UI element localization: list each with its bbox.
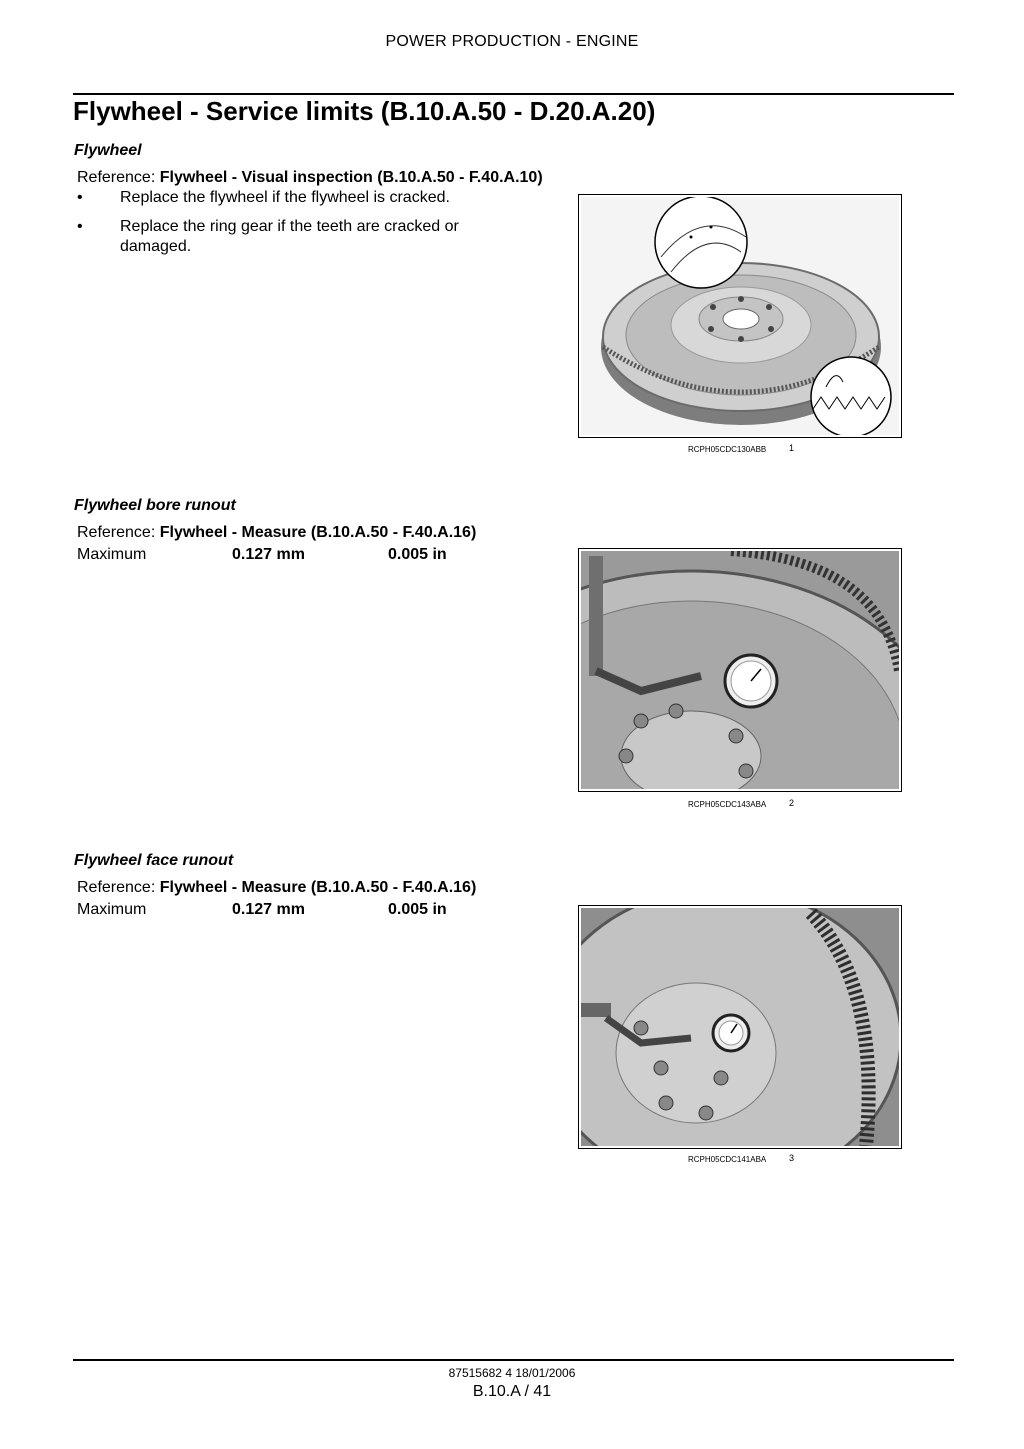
spec-metric: 0.127 mm bbox=[232, 546, 305, 563]
figure-face-runout bbox=[578, 905, 902, 1149]
footer-rule bbox=[73, 1359, 954, 1361]
spec-row bbox=[77, 901, 517, 921]
reference-link[interactable]: Flywheel - Measure (B.10.A.50 - F.40.A.16) bbox=[159, 879, 477, 896]
figure-number: 2 bbox=[789, 798, 795, 808]
page-title: Flywheel - Service limits (B.10.A.50 - D.20.A.20) bbox=[73, 96, 656, 126]
spec-row bbox=[77, 546, 517, 566]
section-title-flywheel: Flywheel bbox=[74, 142, 142, 159]
reference-label: Reference: bbox=[77, 524, 156, 541]
figure-caption: RCPH05CDC130ABB bbox=[688, 445, 767, 454]
face-runout-photo bbox=[581, 908, 899, 1146]
spec-metric: 0.127 mm bbox=[232, 901, 305, 918]
reference-link[interactable]: Flywheel - Measure (B.10.A.50 - F.40.A.16) bbox=[159, 524, 477, 541]
bullet-text: Replace the ring gear if the teeth are cracked or damaged. bbox=[120, 218, 459, 255]
reference-line bbox=[77, 879, 476, 897]
spec-label: Maximum bbox=[77, 546, 147, 563]
figure-bore-runout bbox=[578, 548, 902, 792]
flywheel-illustration bbox=[581, 197, 899, 435]
footer-document-info: 87515682 4 18/01/2006 bbox=[448, 1366, 576, 1380]
section-title-face-runout: Flywheel face runout bbox=[74, 852, 234, 869]
figure-number: 1 bbox=[789, 443, 795, 453]
bore-runout-photo bbox=[581, 551, 899, 789]
figure-caption: RCPH05CDC141ABA bbox=[688, 1155, 767, 1164]
running-header: POWER PRODUCTION - ENGINE bbox=[385, 33, 639, 50]
footer-page-number: B.10.A / 41 bbox=[472, 1383, 552, 1400]
section-title-bore-runout: Flywheel bore runout bbox=[74, 497, 236, 514]
bullet-text: Replace the flywheel if the flywheel is cracked. bbox=[120, 189, 450, 206]
reference-line bbox=[77, 169, 543, 187]
spec-imperial: 0.005 in bbox=[388, 901, 447, 918]
figure-flywheel-inspection bbox=[578, 194, 902, 438]
header-rule bbox=[73, 93, 954, 95]
figure-number: 3 bbox=[789, 1153, 795, 1163]
reference-link[interactable]: Flywheel - Visual inspection (B.10.A.50 - F.40.A.10) bbox=[159, 169, 543, 186]
reference-label: Reference: bbox=[77, 879, 156, 896]
reference-line bbox=[77, 524, 476, 542]
bullet-icon: • bbox=[77, 218, 83, 235]
bullet-icon: • bbox=[77, 189, 83, 206]
figure-caption: RCPH05CDC143ABA bbox=[688, 800, 767, 809]
reference-label: Reference: bbox=[77, 169, 156, 186]
spec-imperial: 0.005 in bbox=[388, 546, 447, 563]
spec-label: Maximum bbox=[77, 901, 147, 918]
